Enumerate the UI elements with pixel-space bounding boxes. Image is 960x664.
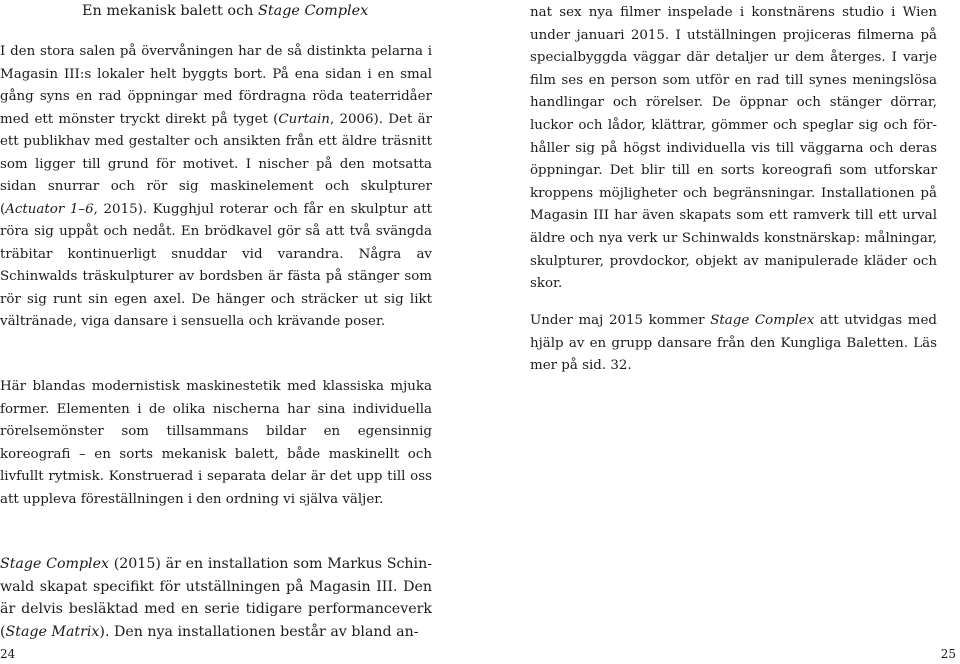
- text-run: nat sex nya filmer inspelade i konstnärens studio i Wien under januari 2015. I utställningen projiceras filmerna på specialbyggda väggar där detaljer ur dem återges. I varje film ses en person som utför en rad till synes meningslösa handlingar och rörelser. De öppnar och stänger dörrar, luckor och lådor, klättrar, gömmer och speglar sig och förhåller sig på högst individuella vis till väggarna och deras öppningar. Det blir till en sorts koreografi som utforskar kroppens möjligheter och begränsningar. Installationen på Magasin III har även skapats som ett ramverk till ett urval äldre och nya verk ur Schinwalds konstnärskap: målningar, skulpturer, provdockor, objekt av manipulerade kläder och skor.: [530, 5, 937, 292]
- italic-title: Stage Complex: [710, 313, 815, 328]
- italic-title: Stage Matrix: [5, 623, 100, 640]
- text-run: (2015) är en installation som Markus Schinwald skapat specifikt för utställningen på Magasin III. Den är delvis besläktad med en serie tidigare performanceverk (: [0, 556, 432, 640]
- right-paragraph-1: [530, 2, 937, 296]
- text-run: Under maj 2015 kommer: [530, 313, 711, 328]
- page-number-left: 24: [0, 647, 16, 661]
- right-paragraph-2: [530, 310, 937, 378]
- italic-title: Stage Complex: [0, 556, 109, 572]
- text-run: I den stora salen på övervåningen har de så distinkta pelarna i Magasin III:s lokaler helt byggts bort. På ena sidan i en smal gång syns en rad öppningar med fördragna röda teaterridåer med ett mönster tryckt direkt på tyget (: [0, 44, 432, 127]
- text-run: ). Den nya installationen består av bland an-: [99, 623, 419, 640]
- heading-text: En mekanisk balett och: [82, 3, 258, 19]
- right-page: [480, 0, 960, 664]
- intro-paragraph: [0, 41, 432, 334]
- italic-title: Actuator 1–6: [5, 201, 94, 217]
- text-run: att utvidgas med hjälp av en grupp dansare från den Kungliga Baletten. Läs mer på sid. 32.: [530, 313, 937, 374]
- section-heading: [82, 0, 368, 22]
- heading-italic-title: Stage Complex: [257, 3, 369, 19]
- text-run: , 2015). Kugghjul roterar och får en skulptur att röra sig uppåt och nedåt. En brödkavel gör så att två svängda träbitar kontinuerligt snuddar vid varandra. Några av Schinwalds träskulpturer av bordsben är fästa på stänger som rör sig runt sin egen axel. De hänger och sträcker ut sig likt vältränade, viga dansare i sensuella och krävande poser.: [0, 201, 432, 329]
- second-paragraph: Här blandas modernistisk maskinestetik med klassiska mjuka former. Elementen i de olika nischerna har sina individuella rörelsemönster som tillsammans bildar en egensinnig koreografi – en sorts mekanisk balett, både maskinellt och livfullt rytmisk. Konstruerad i separata delar är det upp till oss att uppleva föreställningen i den ordning vi själva väljer.: [0, 379, 432, 507]
- page-number-right: 25: [940, 647, 956, 661]
- text-run: , 2006). Det är ett publikhav med gestalter och ansikten från ett äldre träsnitt som ligger till grund för motivet. I nischer på den motsatta sidan snurrar och rör sig maskinelement och skulpturer (: [0, 111, 433, 217]
- caption-paragraph: [0, 553, 432, 643]
- italic-title: Curtain: [278, 111, 330, 127]
